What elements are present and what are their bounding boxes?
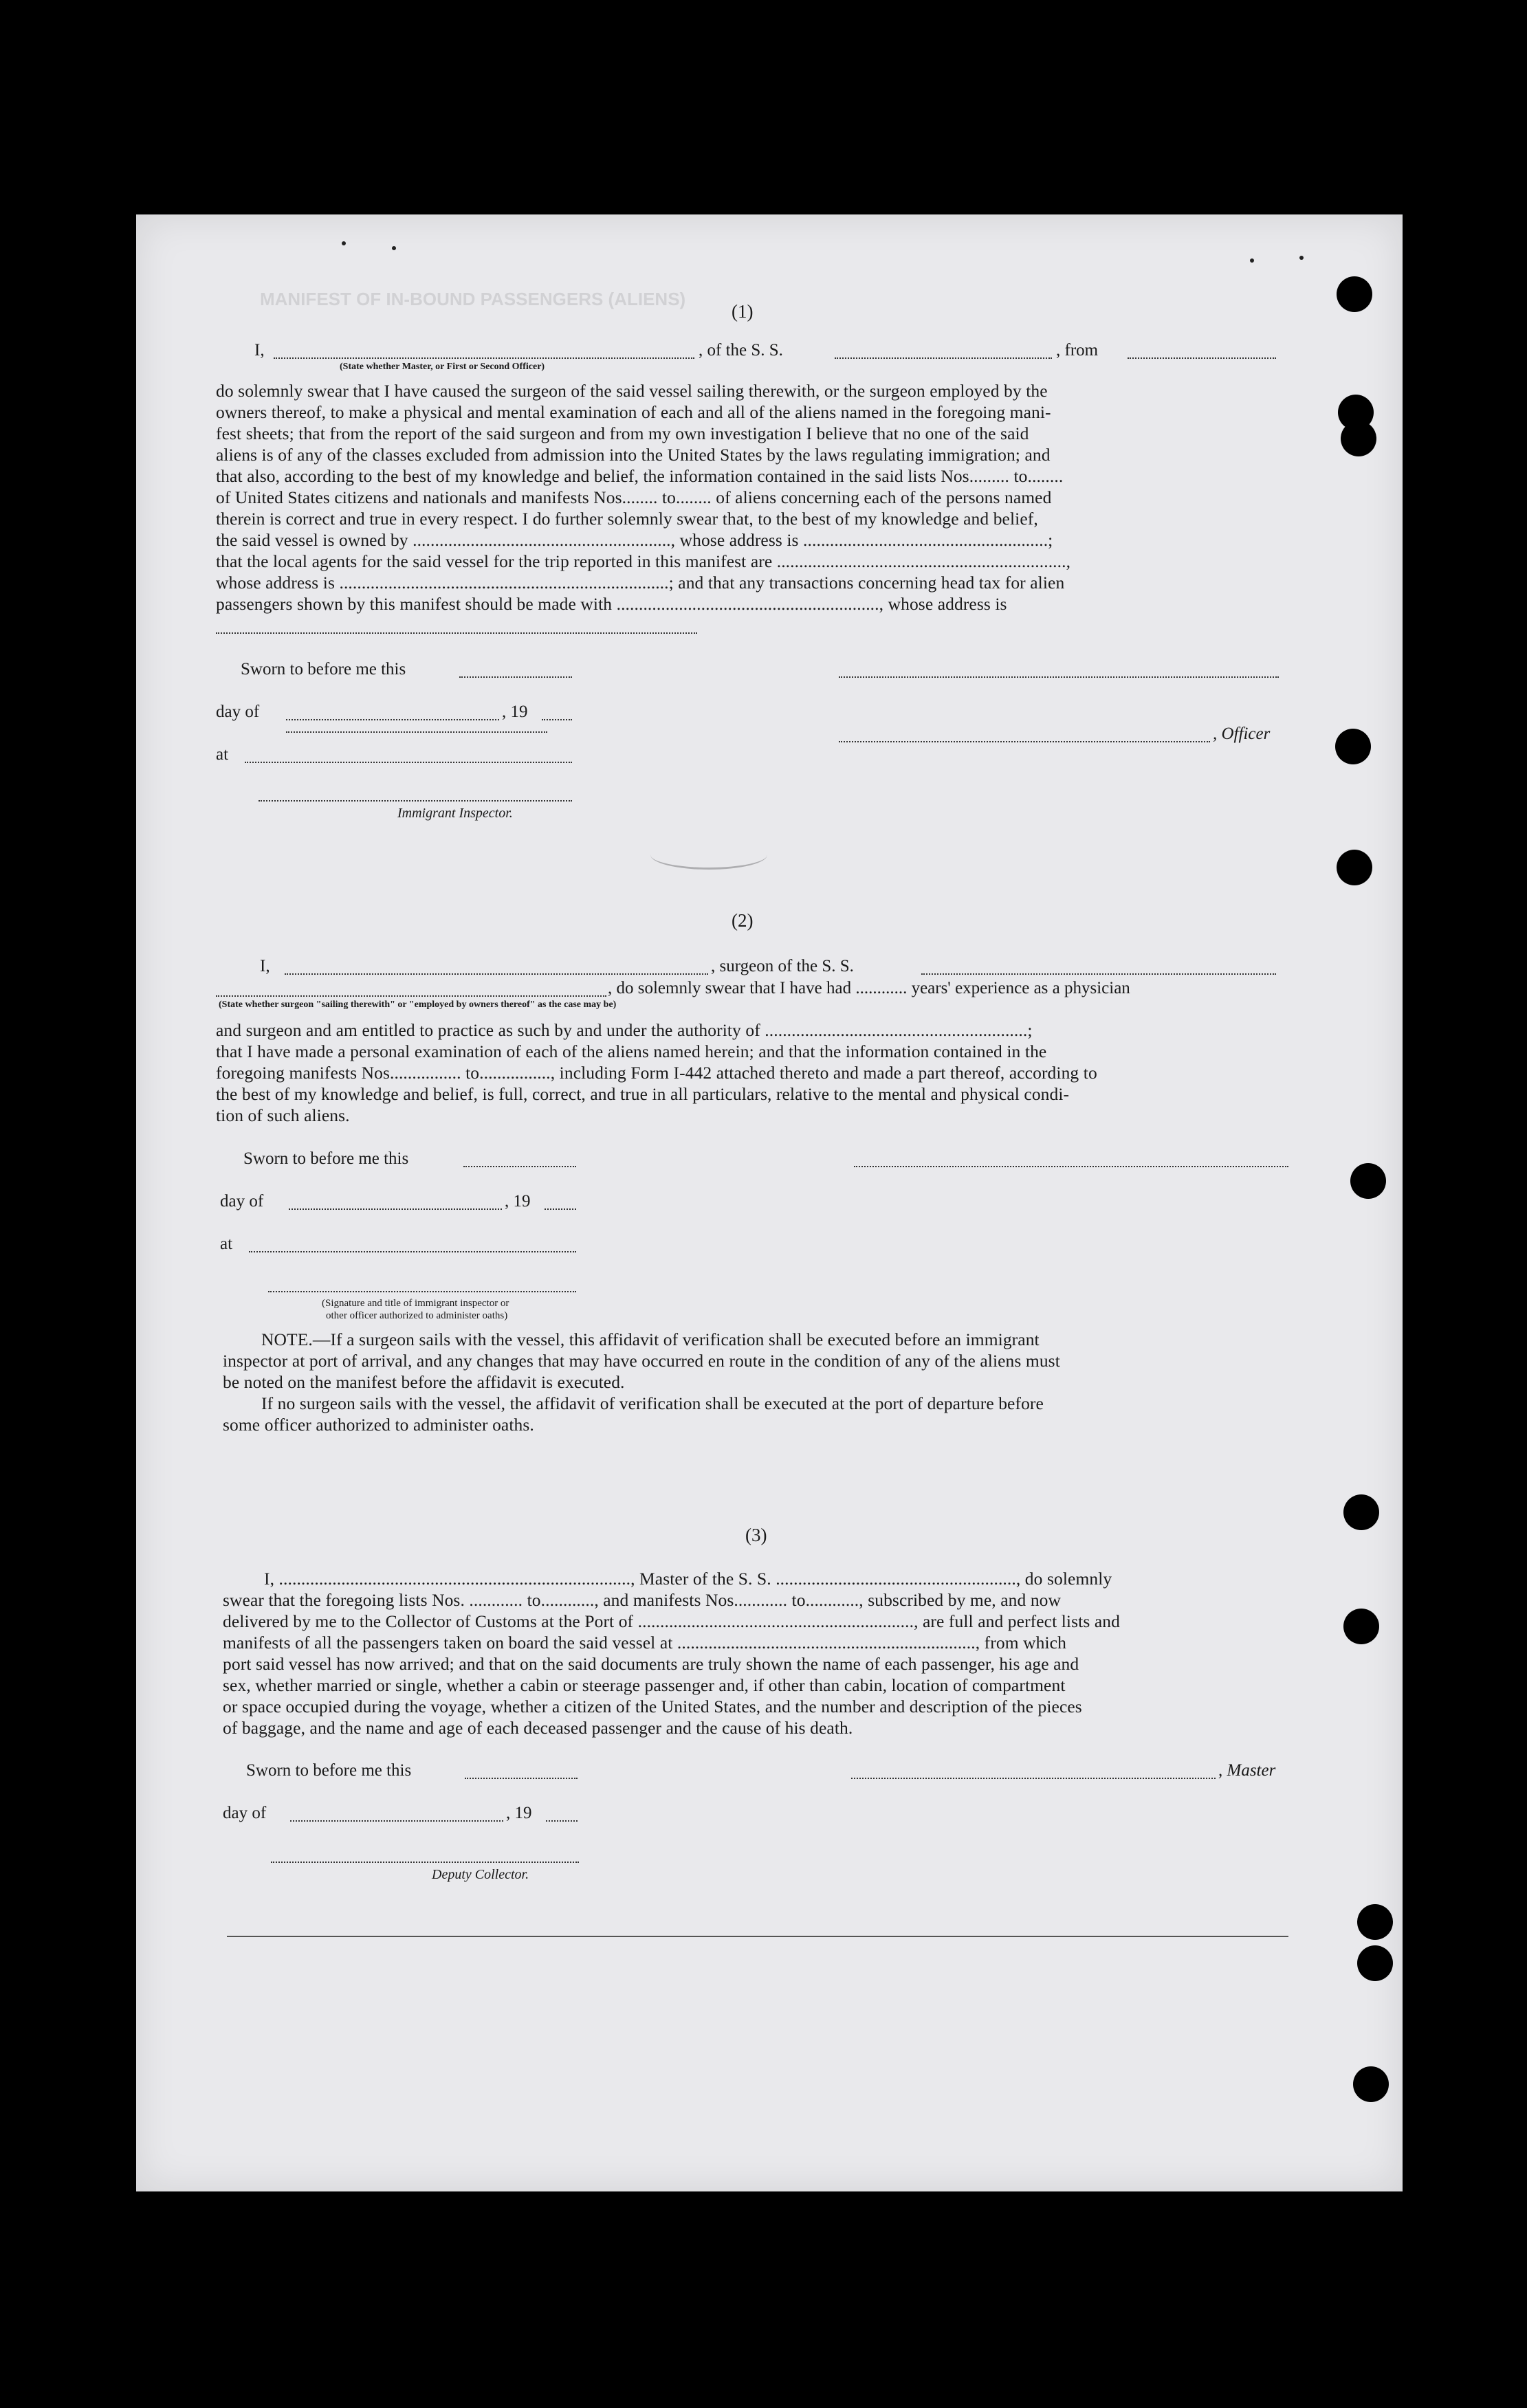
s1-body-line: the said vessel is owned by .........................................................., whose address is .......................................................;: [216, 530, 1053, 550]
punch-hole: [1343, 1494, 1379, 1530]
s1-body-line: fest sheets; that from the report of the said surgeon and from my own investigation I believe that no one of the said: [216, 423, 1029, 443]
s2-sig-caption-1: (Signature and title of immigrant inspector or: [322, 1298, 509, 1309]
s3-year-label: , 19: [506, 1804, 532, 1822]
s1-officer-signature-line[interactable]: [839, 741, 1210, 742]
s1-body-line: that the local agents for the said vessel for the trip reported in this manifest are .................................................................,: [216, 551, 1071, 571]
s2-note-line: NOTE.—If a surgeon sails with the vessel, this affidavit of verification shall be executed before an immigrant: [261, 1329, 1040, 1349]
s2-body-line: foregoing manifests Nos................ to................, including Form I-442 attached thereto and made a part thereof, according to: [216, 1063, 1097, 1083]
punch-hole: [1343, 1609, 1379, 1644]
s3-body-line: of baggage, and the name and age of each deceased passenger and the cause of his death.: [223, 1718, 853, 1738]
s2-body-line: and surgeon and am entitled to practice as such by and under the authority of ...........................................................;: [216, 1020, 1033, 1040]
s2-year-line[interactable]: [545, 1208, 576, 1210]
s3-year-line[interactable]: [546, 1820, 578, 1822]
s2-inspector-signature-line[interactable]: [268, 1291, 576, 1292]
punch-hole: [1337, 276, 1372, 312]
s1-body-line: aliens is of any of the classes excluded from admission into the United States by the laws regulating immigration; and: [216, 445, 1051, 465]
s2-at-label: at: [220, 1235, 233, 1253]
s1-body-line: owners thereof, to make a physical and mental examination of each and all of the aliens named in the foregoing mani-: [216, 402, 1051, 422]
s1-at-label: at: [216, 745, 229, 764]
s1-from-label: , from: [1056, 341, 1099, 360]
s1-body-line: therein is correct and true in every respect. I do further solemnly swear that, to the best of my knowledge and belief,: [216, 509, 1038, 529]
s2-surgeon-name-line[interactable]: [285, 973, 708, 975]
bleed-through-heading: MANIFEST OF IN-BOUND PASSENGERS (ALIENS): [260, 289, 686, 309]
paper-speck: [1299, 256, 1304, 260]
s2-sig-caption-2: other officer authorized to administer oaths): [326, 1310, 508, 1321]
s3-body-line: manifests of all the passengers taken on board the said vessel at ..................................................................., from which: [223, 1633, 1066, 1653]
s1-body-end-line: [216, 632, 697, 634]
s2-note-line: If no surgeon sails with the vessel, the affidavit of verification shall be executed at the port of departure before: [261, 1393, 1044, 1413]
s1-year-label: , 19: [502, 703, 528, 721]
s2-surgeon-label: , surgeon of the S. S.: [711, 957, 854, 975]
s1-signature-line-upper[interactable]: [839, 676, 1279, 678]
s3-body-line: delivered by me to the Collector of Customs at the Port of .............................................................., are full and perfect lists and: [223, 1611, 1120, 1631]
punch-hole: [1350, 1163, 1386, 1199]
s1-body-line: passengers shown by this manifest should be made with ..........................................................., whose address is: [216, 594, 1007, 614]
s2-note-line: some officer authorized to administer oaths.: [223, 1415, 534, 1435]
s1-body-line: whose address is ..........................................................................; and that any transactions concerning head tax for alien: [216, 573, 1065, 593]
paper-speck: [1250, 258, 1254, 263]
s1-at-line[interactable]: [245, 762, 572, 763]
bottom-rule: [227, 1936, 1288, 1937]
s2-note-line: inspector at port of arrival, and any changes that may have occurred en route in the condition of any of the aliens must: [223, 1351, 1060, 1371]
s1-i-label: I,: [254, 341, 265, 360]
s2-surgeon-status-line[interactable]: [216, 995, 606, 997]
s1-officer-note: (State whether Master, or First or Second Officer): [340, 362, 545, 372]
s3-day-of-label: day of: [223, 1804, 267, 1822]
s2-sworn-label: Sworn to before me this: [243, 1149, 409, 1168]
s1-body-line: that also, according to the best of my knowledge and belief, the information contained in the said lists Nos......... to........: [216, 466, 1064, 486]
s3-collector-signature-line[interactable]: [271, 1862, 579, 1863]
faint-stamp-mark: [650, 840, 767, 870]
s2-body-line: tion of such aliens.: [216, 1105, 350, 1125]
s1-sworn-line[interactable]: [459, 676, 572, 678]
s1-officer-label: , Officer: [1213, 725, 1271, 743]
s1-inspector-signature-line[interactable]: [259, 800, 572, 802]
s3-master-label: , Master: [1218, 1761, 1276, 1780]
s3-body-line: sex, whether married or single, whether a cabin or steerage passenger and, if other than cabin, location of compartment: [223, 1675, 1066, 1695]
s1-ship-name-line[interactable]: [835, 357, 1052, 359]
section-2-number: (2): [732, 910, 754, 931]
s3-master-signature-line[interactable]: [851, 1778, 1216, 1779]
punch-hole: [1357, 1904, 1393, 1940]
s2-year-label: , 19: [505, 1192, 531, 1211]
s2-sworn-line[interactable]: [463, 1166, 576, 1167]
punch-hole: [1335, 729, 1371, 764]
s3-body-line: or space occupied during the voyage, whether a citizen of the United States, and the number and description of the pieces: [223, 1697, 1082, 1716]
s2-note-line: be noted on the manifest before the affidavit is executed.: [223, 1372, 625, 1392]
paper-speck: [342, 241, 346, 245]
s1-dotted-fill: [286, 731, 547, 733]
s2-day-line[interactable]: [289, 1208, 502, 1210]
s1-officer-name-line[interactable]: [274, 357, 694, 359]
s1-day-line[interactable]: [286, 719, 499, 720]
s3-body-line: swear that the foregoing lists Nos. ............ to............, and manifests Nos............ to............, subscribed by me, and now: [223, 1590, 1062, 1610]
s2-swear-line: , do solemnly swear that I have had ............ years' experience as a physician: [608, 979, 1130, 997]
s2-i-label: I,: [260, 957, 270, 975]
s3-body-line: port said vessel has now arrived; and that on the said documents are truly shown the name of each passenger, his age and: [223, 1654, 1079, 1674]
punch-hole: [1357, 1945, 1393, 1981]
s2-body-line: the best of my knowledge and belief, is full, correct, and true in all particulars, relative to the mental and physical condi-: [216, 1084, 1070, 1104]
s1-year-line[interactable]: [542, 719, 572, 720]
s1-sworn-label: Sworn to before me this: [241, 660, 406, 678]
s1-from-line[interactable]: [1128, 357, 1276, 359]
s2-at-line[interactable]: [249, 1251, 576, 1252]
s1-ss-label: , of the S. S.: [699, 341, 783, 360]
s1-inspector-caption: Immigrant Inspector.: [397, 806, 513, 821]
s2-signature-line[interactable]: [854, 1166, 1288, 1167]
section-1-number: (1): [732, 301, 754, 322]
s2-body-line: that I have made a personal examination of each of the aliens named herein; and that the information contained in the: [216, 1041, 1047, 1061]
s2-ship-name-line[interactable]: [921, 973, 1276, 975]
section-3-number: (3): [745, 1525, 767, 1545]
s2-day-of-label: day of: [220, 1192, 264, 1211]
s3-body-line: I, ..............................................................................., Master of the S. S. ......................................................, do solemnly: [264, 1569, 1112, 1589]
punch-hole: [1353, 2066, 1389, 2102]
s1-body-line: of United States citizens and nationals and manifests Nos........ to........ of aliens concerning each of the persons named: [216, 487, 1052, 507]
punch-hole: [1337, 850, 1372, 885]
manifest-page: [136, 214, 1403, 2191]
s3-sworn-label: Sworn to before me this: [246, 1761, 412, 1780]
s1-body-line: do solemnly swear that I have caused the surgeon of the said vessel sailing therewith, or the surgeon employed by the: [216, 381, 1048, 401]
punch-hole: [1341, 421, 1376, 456]
s1-day-of-label: day of: [216, 703, 260, 721]
s3-day-line[interactable]: [290, 1820, 503, 1822]
s2-surgeon-note: (State whether surgeon "sailing therewith" or "employed by owners thereof" as the case may be): [219, 999, 617, 1010]
s3-sworn-line[interactable]: [465, 1778, 578, 1779]
s3-collector-caption: Deputy Collector.: [432, 1867, 529, 1882]
paper-speck: [392, 246, 396, 250]
